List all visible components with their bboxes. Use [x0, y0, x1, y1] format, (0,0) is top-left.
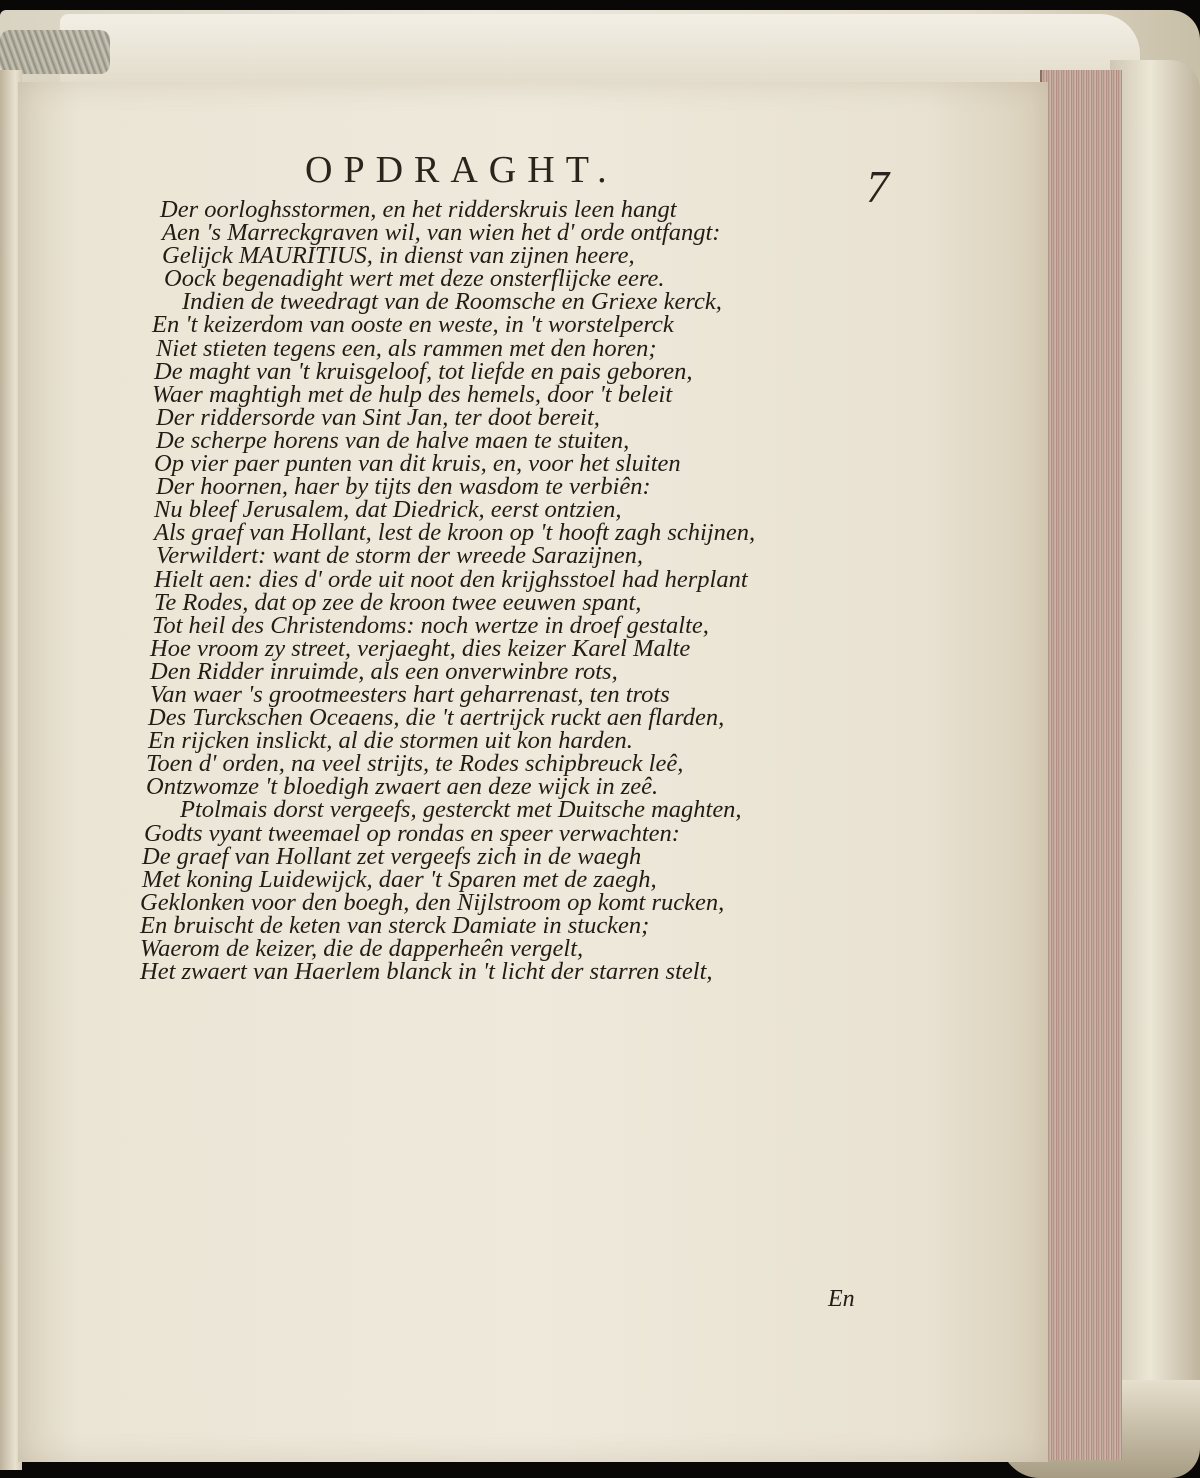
verse-line: Met koning Luidewijck, daer 't Sparen met de zaegh, — [142, 865, 657, 893]
verse-line: Niet stieten tegens een, als rammen met den horen; — [156, 334, 657, 362]
verse-line: Op vier paer punten van dit kruis, en, voor het sluiten — [154, 450, 681, 478]
verse-line: Aen 's Marreckgraven wil, van wien het d' orde ontfangt: — [162, 219, 721, 247]
verse-line: De scherpe horens van de halve maen te stuiten, — [156, 426, 630, 454]
verse-line: Oock begenadight wert met deze onsterflijcke eere. — [164, 265, 665, 293]
verse-line: Het zwaert van Haerlem blanck in 't licht der starren stelt, — [140, 958, 713, 986]
verse-line: Waerom de keizer, die de dapperheên vergelt, — [140, 935, 584, 962]
verse-line: Indien de tweedragt van de Roomsche en Griexe kerck, — [182, 288, 722, 316]
cover-top-edge — [60, 14, 1140, 84]
verse-line: Nu bleef Jerusalem, dat Diedrick, eerst ontzien, — [154, 496, 622, 524]
red-page-edges — [1040, 70, 1122, 1460]
verse-line: Der riddersorde van Sint Jan, ter doot bereit, — [156, 403, 600, 431]
verse-line: Tot heil des Christendoms: noch wertze in droef gestalte, — [152, 611, 709, 639]
verse-line: En bruischt de keten van sterck Damiate in stucken; — [140, 911, 650, 939]
verse-line: Der oorloghsstormen, en het ridderskruis leen hangt — [160, 196, 677, 223]
catchword: En — [828, 1286, 855, 1312]
verse-line: Te Rodes, dat op zee de kroon twee eeuwen spant, — [154, 588, 642, 616]
cover-right-edge — [1110, 60, 1200, 1440]
verse-line: Hoe vroom zy street, verjaeght, dies keizer Karel Malte — [150, 634, 691, 662]
verse-line: Des Turckschen Oceaens, die 't aertrijck ruckt aen flarden, — [148, 704, 725, 732]
verse-line: Als graef van Hollant, lest de kroon op 't hooft zagh schijnen, — [154, 519, 756, 547]
verse-line: Verwildert: want de storm der wreede Sarazijnen, — [156, 542, 644, 570]
verse-line: De maght van 't kruisgeloof, tot liefde en pais geboren, — [154, 357, 693, 385]
verse-line: Hielt aen: dies d' orde uit noot den krijghsstoel had herplant — [154, 565, 748, 593]
verse-line: Ptolmais dorst vergeefs, gesterckt met Duitsche maghten, — [180, 796, 742, 824]
verse-line: Waer maghtigh met de hulp des hemels, door 't beleit — [152, 380, 673, 408]
verse-line: Toen d' orden, na veel strijts, te Rodes schipbreuck leê, — [146, 750, 684, 778]
verse-line: Van waer 's grootmeesters hart geharrenast, ten trots — [150, 680, 670, 708]
running-head: OPDRAGHT. — [305, 149, 618, 191]
page-number: 7 — [866, 161, 889, 212]
verse-line: De graef van Hollant zet vergeefs zich in de waegh — [142, 842, 642, 870]
verse-line: Geklonken voor den boegh, den Nijlstroom op komt rucken, — [140, 888, 725, 916]
verse-line: Der hoornen, haer by tijts den wasdom te verbiên: — [156, 473, 651, 501]
verse-line: Den Ridder inruimde, als een onverwinbre rots, — [150, 657, 618, 685]
verse-line: Gelijck MAURITIUS, in dienst van zijnen heere, — [162, 242, 635, 270]
verse-text — [140, 196, 860, 986]
verse-line: En rijcken inslickt, al die stormen uit kon harden. — [148, 727, 633, 755]
verse-line: Godts vyant tweemael op rondas en speer verwachten: — [144, 819, 680, 847]
verse-line: Ontzwomze 't bloedigh zwaert aen deze wijck in zeê. — [146, 773, 659, 801]
verse-line: En 't keizerdom van ooste en weste, in 't worstelperck — [152, 311, 674, 339]
binding-tie — [0, 30, 110, 74]
